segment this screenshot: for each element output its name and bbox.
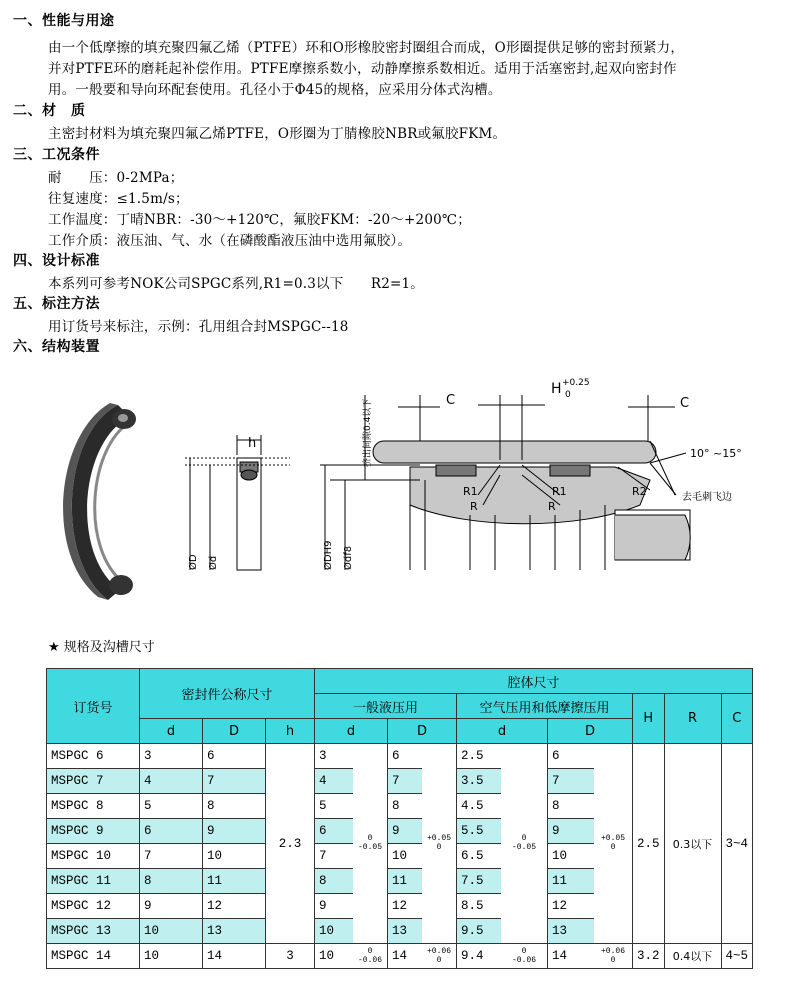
section-4-title: 四、设计标准 bbox=[13, 253, 100, 269]
d-label: Ød bbox=[208, 555, 219, 570]
cell-D1-tol: +0.05 0 bbox=[422, 744, 457, 944]
header-D1: D bbox=[388, 719, 457, 744]
cell-D1: 9 bbox=[388, 819, 423, 844]
cell-h: 3 bbox=[266, 944, 315, 969]
R2-label: R2 bbox=[632, 485, 647, 498]
R-right-label: R bbox=[548, 500, 556, 513]
cell-d2: 7.5 bbox=[457, 869, 502, 894]
section-3-line-3: 工作温度：丁晴NBR：-30～+120℃，氟胶FKM：-20～+200℃； bbox=[48, 212, 471, 228]
C-right-label: C bbox=[680, 396, 690, 411]
cell-d2: 5.5 bbox=[457, 819, 502, 844]
cell-D1-tol: +0.06 0 bbox=[422, 944, 457, 969]
order-code: MSPGC 11 bbox=[47, 869, 140, 894]
cell-D: 7 bbox=[203, 769, 266, 794]
header-h: h bbox=[266, 719, 315, 744]
cell-H-group: 2.5 bbox=[633, 744, 665, 944]
cell-d: 4 bbox=[140, 769, 203, 794]
cell-d: 6 bbox=[140, 819, 203, 844]
cell-D1: 13 bbox=[388, 919, 423, 944]
header-C: C bbox=[721, 694, 753, 744]
cell-D1: 10 bbox=[388, 844, 423, 869]
header-D2: D bbox=[548, 719, 633, 744]
header-d: d bbox=[140, 719, 203, 744]
cell-D1: 14 bbox=[388, 944, 423, 969]
cell-d2-tol: 0 -0.06 bbox=[501, 944, 548, 969]
section-1-line-2: 并对PTFE环的磨耗起补偿作用。PTFE摩擦系数小，动静摩擦系数相近。适用于活塞密封,起双向密封作 bbox=[48, 61, 677, 77]
cell-R-group: 0.3以下 bbox=[664, 744, 721, 944]
cell-d1: 7 bbox=[315, 844, 354, 869]
seal-3d-image bbox=[63, 403, 136, 600]
cell-d: 8 bbox=[140, 869, 203, 894]
cell-d1: 9 bbox=[315, 894, 354, 919]
H-label: H bbox=[551, 381, 562, 397]
cell-D1: 6 bbox=[388, 744, 423, 769]
cell-D: 13 bbox=[203, 919, 266, 944]
order-code: MSPGC 13 bbox=[47, 919, 140, 944]
cell-D: 12 bbox=[203, 894, 266, 919]
cell-D2-tol: +0.06 0 bbox=[594, 944, 633, 969]
cell-D: 10 bbox=[203, 844, 266, 869]
cell-D1: 8 bbox=[388, 794, 423, 819]
header-lowfric: 空气压用和低摩擦压用 bbox=[457, 694, 633, 719]
order-code: MSPGC 10 bbox=[47, 844, 140, 869]
gap-label: 挤出间隙0.4以下 bbox=[363, 398, 373, 467]
angle-label: 10° ~15° bbox=[690, 447, 742, 460]
D-label: ØD bbox=[188, 554, 199, 570]
header-order: 订货号 bbox=[47, 669, 140, 744]
cell-d2: 9.5 bbox=[457, 919, 502, 944]
cell-D2: 7 bbox=[548, 769, 595, 794]
header-R: R bbox=[664, 694, 721, 744]
header-H: H bbox=[633, 694, 665, 744]
header-d1: d bbox=[315, 719, 388, 744]
cell-d2: 2.5 bbox=[457, 744, 502, 769]
cell-d1: 6 bbox=[315, 819, 354, 844]
table-caption: ★ 规格及沟槽尺寸 bbox=[48, 640, 155, 655]
structure-drawing bbox=[0, 355, 787, 625]
cell-d: 3 bbox=[140, 744, 203, 769]
cell-C-group: 3~4 bbox=[721, 744, 753, 944]
cell-D2: 14 bbox=[548, 944, 595, 969]
cell-H: 3.2 bbox=[633, 944, 665, 969]
cell-D: 14 bbox=[203, 944, 266, 969]
cell-d2: 6.5 bbox=[457, 844, 502, 869]
spec-table bbox=[46, 668, 753, 969]
header-D: D bbox=[203, 719, 266, 744]
assembly-drawing bbox=[320, 395, 690, 570]
R-left-label: R bbox=[470, 500, 478, 513]
cell-d1: 4 bbox=[315, 769, 354, 794]
cell-d2: 4.5 bbox=[457, 794, 502, 819]
order-code: MSPGC 12 bbox=[47, 894, 140, 919]
section-5-title: 五、标注方法 bbox=[13, 296, 100, 312]
C-left-label: C bbox=[446, 393, 456, 408]
cell-D: 8 bbox=[203, 794, 266, 819]
section-2-title: 二、材 质 bbox=[13, 103, 86, 119]
cell-d: 7 bbox=[140, 844, 203, 869]
cell-d1: 3 bbox=[315, 744, 354, 769]
section-3-line-1: 耐 压：0-2MPa； bbox=[48, 170, 184, 186]
section-3-line-2: 往复速度：≤1.5m/s； bbox=[48, 191, 189, 207]
table-row bbox=[47, 744, 753, 769]
seal-cross-section bbox=[185, 435, 290, 570]
DH9-label: ØDH9 bbox=[323, 540, 334, 570]
section-3-line-4: 工作介质：液压油、气、水（在磷酸酯液压油中选用氟胶）。 bbox=[48, 233, 412, 249]
cell-d1: 10 bbox=[315, 919, 354, 944]
cell-d2-tol: 0 -0.05 bbox=[501, 744, 548, 944]
cell-D2: 6 bbox=[548, 744, 595, 769]
H-tol-low: 0 bbox=[565, 390, 571, 400]
order-code: MSPGC 14 bbox=[47, 944, 140, 969]
cell-D2-tol: +0.05 0 bbox=[594, 744, 633, 944]
cell-d1: 10 bbox=[315, 944, 354, 969]
section-4-line-1: 本系列可参考NOK公司SPGC系列,R1=0.3以下 R2=1。 bbox=[48, 276, 424, 292]
cell-D2: 8 bbox=[548, 794, 595, 819]
cell-D2: 13 bbox=[548, 919, 595, 944]
section-1-line-1: 由一个低摩擦的填充聚四氟乙烯（PTFE）环和O形橡胶密封圈组合而成，O形圈提供足够的密封预紧力， bbox=[48, 40, 685, 56]
order-code: MSPGC 8 bbox=[47, 794, 140, 819]
cell-d1: 5 bbox=[315, 794, 354, 819]
cell-D2: 10 bbox=[548, 844, 595, 869]
cell-d: 5 bbox=[140, 794, 203, 819]
cell-D: 6 bbox=[203, 744, 266, 769]
h-label: h bbox=[248, 436, 257, 451]
H-tol-up: +0.25 bbox=[562, 378, 590, 388]
order-code: MSPGC 9 bbox=[47, 819, 140, 844]
R1-right-label: R1 bbox=[552, 485, 567, 498]
cell-D: 9 bbox=[203, 819, 266, 844]
cell-d2: 8.5 bbox=[457, 894, 502, 919]
section-1-title: 一、性能与用途 bbox=[13, 13, 115, 29]
deburr-label: 去毛刺飞边 bbox=[682, 492, 732, 503]
cell-d2: 9.4 bbox=[457, 944, 502, 969]
section-5-line-1: 用订货号来标注，示例：孔用组合封MSPGC--18 bbox=[48, 319, 349, 335]
cell-D1: 11 bbox=[388, 869, 423, 894]
cell-D2: 9 bbox=[548, 819, 595, 844]
section-2-line-1: 主密封材料为填充聚四氟乙烯PTFE，O形圈为丁腈橡胶NBR或氟胶FKM。 bbox=[48, 126, 507, 142]
cell-d: 9 bbox=[140, 894, 203, 919]
cell-d1: 8 bbox=[315, 869, 354, 894]
section-6-title: 六、结构装置 bbox=[13, 339, 100, 355]
cell-d1-tol: 0 -0.05 bbox=[353, 744, 388, 944]
header-cavity: 腔体尺寸 bbox=[315, 669, 753, 694]
section-3-title: 三、工况条件 bbox=[13, 147, 100, 163]
cell-d: 10 bbox=[140, 944, 203, 969]
cell-d1-tol: 0 -0.06 bbox=[353, 944, 388, 969]
header-nominal: 密封件公称尺寸 bbox=[140, 669, 315, 719]
cell-D2: 11 bbox=[548, 869, 595, 894]
table-row bbox=[47, 944, 753, 969]
cell-R: 0.4以下 bbox=[664, 944, 721, 969]
order-code: MSPGC 7 bbox=[47, 769, 140, 794]
cell-d2: 3.5 bbox=[457, 769, 502, 794]
R1-left-label: R1 bbox=[463, 485, 478, 498]
section-1-line-3: 用。一般要和导向环配套使用。孔径小于Φ45的规格，应采用分体式沟槽。 bbox=[48, 82, 502, 98]
header-d2: d bbox=[457, 719, 548, 744]
cell-D1: 12 bbox=[388, 894, 423, 919]
cell-C: 4~5 bbox=[721, 944, 753, 969]
df8-label: Ødf8 bbox=[343, 545, 354, 570]
cell-D1: 7 bbox=[388, 769, 423, 794]
cell-h-group: 2.3 bbox=[266, 744, 315, 944]
cell-d: 10 bbox=[140, 919, 203, 944]
cell-D: 11 bbox=[203, 869, 266, 894]
header-general: 一般液压用 bbox=[315, 694, 457, 719]
cell-D2: 12 bbox=[548, 894, 595, 919]
order-code: MSPGC 6 bbox=[47, 744, 140, 769]
